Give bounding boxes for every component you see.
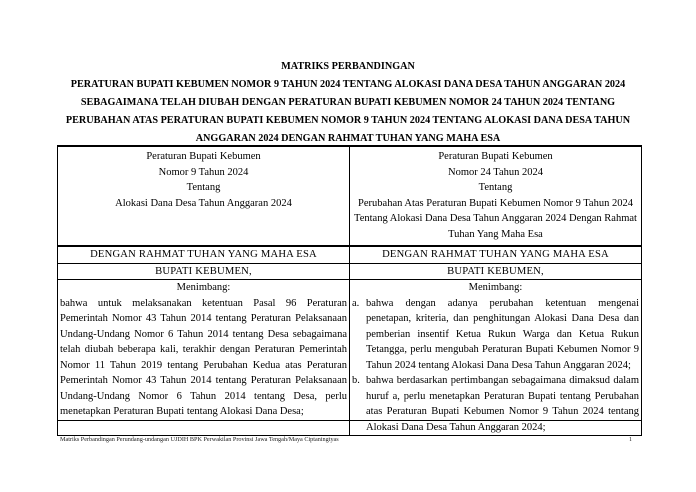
right-header-line-6: Tuhan Yang Maha Esa <box>448 228 543 240</box>
right-header-line-3: Tentang <box>478 182 513 193</box>
bupati-row <box>58 263 642 280</box>
left-header-line-3: Tentang <box>186 182 221 193</box>
item-a-label: a. <box>352 297 360 309</box>
right-menimbang-label: Menimbang: <box>468 282 523 293</box>
left-header-cell <box>58 146 350 246</box>
right-header-line-5: Tentang Alokasi Dana Desa Tahun Anggaran 2024 Dengan Rahmat <box>354 213 637 224</box>
header-row <box>58 146 642 246</box>
document-title <box>40 58 656 148</box>
title-line-3: SEBAGAIMANA TELAH DIUBAH DENGAN PERATURAN BUPATI KEBUMEN NOMOR 24 TAHUN 2024 TENTANG <box>80 97 616 108</box>
right-header-line-4: Perubahan Atas Peraturan Bupati Kebumen Nomor 9 Tahun 2024 <box>358 197 633 209</box>
title-line-1: MATRIKS PERBANDINGAN <box>281 61 415 72</box>
title-line-5: ANGGARAN 2024 DENGAN RAHMAT TUHAN YANG MAHA ESA <box>195 133 501 144</box>
left-rahmat: DENGAN RAHMAT TUHAN YANG MAHA ESA <box>58 246 350 263</box>
footer-text: Matriks Perbandingan Perundang-undangan UJDIH BPK Perwakilan Provinsi Jawa Tengah/Maya Ciptaningtyas <box>60 436 339 443</box>
left-bupati: BUPATI KEBUMEN, <box>58 263 350 280</box>
footer-divider <box>57 420 641 421</box>
title-line-4: PERUBAHAN ATAS PERATURAN BUPATI KEBUMEN NOMOR 9 TAHUN 2024 TENTANG ALOKASI DANA DESA TAHUN <box>65 115 631 126</box>
left-menimbang-cell <box>58 280 350 436</box>
page-number: 1 <box>629 436 633 443</box>
right-header-cell <box>350 146 642 246</box>
left-menimbang-label: Menimbang: <box>176 282 231 293</box>
left-header-line-2: Nomor 9 Tahun 2024 <box>158 166 249 178</box>
right-rahmat: DENGAN RAHMAT TUHAN YANG MAHA ESA <box>350 246 642 263</box>
comparison-table <box>57 145 642 436</box>
right-header-line-1: Peraturan Bupati Kebumen <box>438 151 553 162</box>
right-bupati: BUPATI KEBUMEN, <box>350 263 642 280</box>
left-menimbang-text: bahwa untuk melaksanakan ketentuan Pasal 96 Peraturan Pemerintah Nomor 43 Tahun 2014 tentang Peraturan Pelaksanaan Undang-Undang Nomor 6 Tahun 2014 tentang Desa sebagaimana telah diubah beberapa kali, terakhir dengan Peraturan Pemerintah Nomor 11 Tahun 2019 tentang Perubahan Kedua atas Peraturan Pemerintah Nomor 43 Tahun 2014 tentang Peraturan Pelaksanaan Undang-Undang Nomor 6 Tahun 2014 tentang Desa, perlu menetapkan Peraturan Bupati tentang Alokasi Dana Desa; <box>60 297 347 417</box>
menimbang-row <box>58 280 642 436</box>
right-menimbang-item-b <box>352 373 639 435</box>
item-b-text: bahwa berdasarkan pertimbangan sebagaimana dimaksud dalam huruf a, perlu menetapkan Peraturan Bupati tentang Perubahan atas Peraturan Bupati Kebumen Nomor 9 Tahun 2024 tentang Alokasi Dana Desa Tahun Anggaran 2024; <box>366 375 639 433</box>
right-menimbang-cell <box>350 280 642 436</box>
item-a-text: bahwa dengan adanya perubahan ketentuan mengenai penetapan, kriteria, dan penghitungan Alokasi Dana Desa dan pemberian insentif Ketua Rukun Warga dan Ketua Rukun Tetangga, perlu mengubah Peraturan Bupati Kebumen Nomor 9 Tahun 2024 tentang Alokasi Dana Desa Tahun Anggaran 2024; <box>366 297 639 371</box>
title-line-2: PERATURAN BUPATI KEBUMEN NOMOR 9 TAHUN 2024 TENTANG ALOKASI DANA DESA TAHUN ANGGARAN 2024 <box>70 79 626 90</box>
right-menimbang-item-a <box>352 296 639 374</box>
rahmat-row <box>58 246 642 263</box>
left-header-line-1: Peraturan Bupati Kebumen <box>146 151 261 162</box>
item-b-label: b. <box>352 375 360 386</box>
left-header-line-4: Alokasi Dana Desa Tahun Anggaran 2024 <box>115 197 292 209</box>
right-header-line-2: Nomor 24 Tahun 2024 <box>447 166 544 178</box>
